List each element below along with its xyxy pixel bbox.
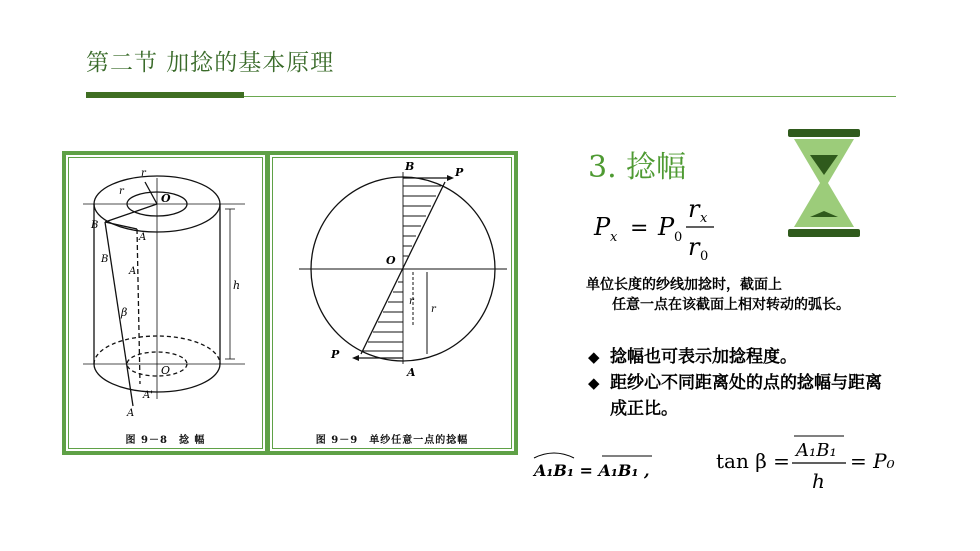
label-rx: r: [409, 296, 414, 307]
list-item: ◆ 捻幅也可表示加捻程度。: [588, 344, 888, 370]
label-A1: A: [129, 266, 137, 277]
svg-text:P: P: [658, 213, 675, 241]
hourglass-icon: [786, 127, 862, 239]
label-r0: r: [119, 186, 124, 197]
label-A-prime: A': [143, 390, 153, 401]
svg-text:h: h: [812, 469, 825, 493]
label-B1-prime: B: [91, 220, 99, 231]
svg-text:tan β =: tan β =: [716, 449, 790, 473]
label-A: A: [407, 366, 416, 379]
bullet-list: [588, 344, 888, 422]
diamond-bullet-icon: ◆: [588, 374, 600, 392]
label-beta: β: [121, 306, 128, 319]
svg-text:r: r: [688, 195, 700, 223]
figure-9-8-panel: [62, 151, 269, 455]
svg-text:0: 0: [700, 249, 709, 263]
label-rx: r: [141, 168, 146, 179]
tan-beta-formula: [712, 430, 902, 496]
label-O-bottom: O: [161, 364, 171, 377]
svg-text:x: x: [610, 230, 618, 245]
svg-text:r: r: [688, 233, 700, 261]
label-B1: B: [101, 254, 109, 265]
svg-text:x: x: [700, 211, 708, 226]
list-item: ◆ 距纱心不同距离处的点的捻幅与距离成正比。: [588, 370, 888, 422]
label-B: B: [405, 160, 415, 173]
label-P0-top: P: [455, 166, 464, 179]
svg-text:A₁B₁ = A₁B₁ ,: A₁B₁ = A₁B₁ ,: [534, 461, 650, 480]
svg-text:P: P: [594, 213, 611, 241]
arc-length-formula: [532, 446, 692, 486]
figure-9-8-caption: 图 9－8 捻 幅: [125, 435, 206, 446]
twist-amplitude-formula: [592, 193, 722, 263]
label-h: h: [233, 279, 241, 292]
slide-title: 第二节 加捻的基本原理: [86, 50, 335, 76]
title-divider-accent: [86, 92, 244, 98]
definition-text: 单位长度的纱线加捻时，截面上 任意一点在该截面上相对转动的弧长。: [586, 277, 850, 313]
svg-text:=: =: [630, 216, 649, 241]
figure-9-9-caption: 图 9－9 单纱任意一点的捻幅: [315, 435, 469, 446]
label-A: A: [127, 408, 135, 419]
svg-text:0: 0: [674, 230, 683, 245]
section-heading: 3. 捻幅: [588, 150, 687, 185]
label-O: O: [386, 254, 396, 267]
label-O-top: O: [161, 192, 171, 205]
svg-text:A₁B₁: A₁B₁: [796, 440, 837, 461]
label-P0-bottom: P: [331, 348, 340, 361]
label-r0: r: [431, 304, 436, 315]
svg-text:= P₀: = P₀: [850, 449, 895, 473]
diamond-bullet-icon: ◆: [588, 348, 600, 366]
cylinder-diagram: [65, 154, 260, 446]
figure-9-9-panel: [266, 151, 518, 455]
label-A1-prime: A: [139, 232, 147, 243]
cross-section-diagram: [269, 154, 509, 446]
